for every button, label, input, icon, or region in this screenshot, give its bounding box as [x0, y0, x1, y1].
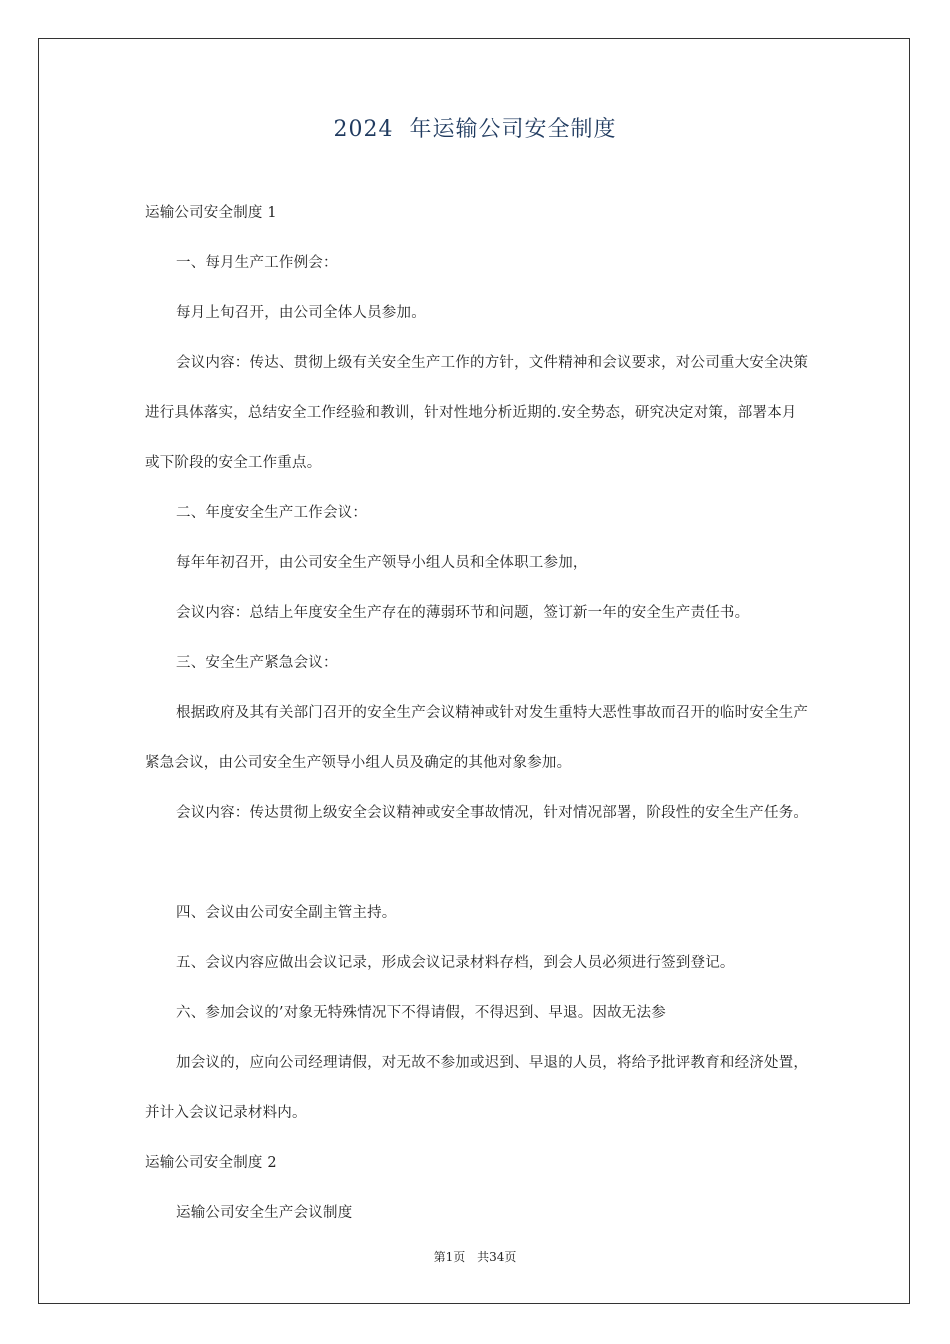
paragraph: 会议内容：传达、贯彻上级有关安全生产工作的方针，文件精神和会议要求，对公司重大安全决策进行具体落实，总结安全工作经验和教训，针对性地分析近期的.安全势态，研究决定对策，部署本月或下阶段的安全工作重点。 [145, 355, 809, 471]
paragraph: 四、会议由公司安全副主管主持。 [176, 905, 397, 921]
paragraph: 每月上旬召开，由公司全体人员参加。 [176, 305, 426, 321]
paragraph: 会议内容：传达贯彻上级安全会议精神或安全事故情况，针对情况部署，阶段性的安全生产任务。 [176, 805, 809, 821]
paragraph: 每年年初召开，由公司安全生产领导小组人员和全体职工参加， [176, 555, 588, 571]
paragraph: 运输公司安全生产会议制度 [176, 1205, 353, 1221]
paragraph: 会议内容：总结上年度安全生产存在的薄弱环节和问题，签订新一年的安全生产责任书。 [176, 605, 750, 621]
page-total: 共34页 [477, 1250, 517, 1264]
section-heading-2: 运输公司安全制度 2 [145, 1155, 277, 1171]
page-footer [0, 1248, 950, 1265]
paragraph: 根据政府及其有关部门召开的安全生产会议精神或针对发生重特大恶性事故而召开的临时安全生产紧急会议，由公司安全生产领导小组人员及确定的其他对象参加。 [145, 705, 809, 771]
section-heading-1: 运输公司安全制度 1 [145, 205, 277, 221]
paragraph: 三、安全生产紧急会议： [176, 655, 338, 671]
paragraph: 五、会议内容应做出会议记录，形成会议记录材料存档，到会人员必须进行签到登记。 [176, 955, 735, 971]
paragraph: 二、年度安全生产工作会议： [176, 505, 368, 521]
paragraph: 六、参加会议的’对象无特殊情况下不得请假，不得迟到、早退。因故无法参 [176, 1005, 666, 1021]
page-number: 第1页 [433, 1250, 466, 1264]
paragraph: 加会议的，应向公司经理请假，对无故不参加或迟到、早退的人员，将给予批评教育和经济处置，并计入会议记录材料内。 [145, 1055, 809, 1121]
document-title: 2024 年运输公司安全制度 [333, 117, 617, 142]
paragraph: 一、每月生产工作例会： [176, 255, 338, 271]
